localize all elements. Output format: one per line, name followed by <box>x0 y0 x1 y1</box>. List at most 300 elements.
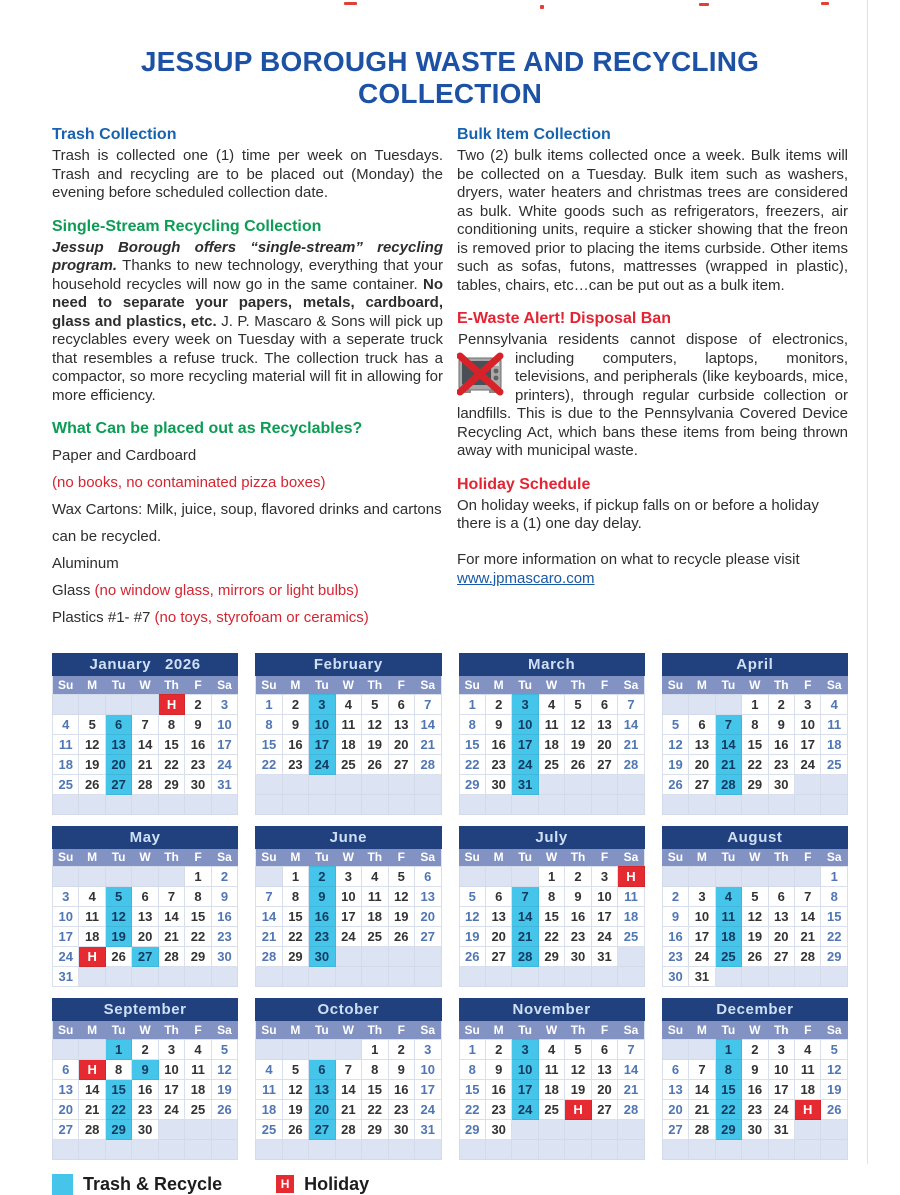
day-cell: 25 <box>538 754 564 774</box>
empty-cell <box>53 867 79 887</box>
collect-day-cell: 7 <box>512 887 538 907</box>
day-cell: 6 <box>768 887 794 907</box>
day-cell: 16 <box>485 1079 511 1099</box>
empty-cell <box>132 1139 158 1159</box>
day-cell: 21 <box>689 1099 715 1119</box>
day-cell: 15 <box>742 734 768 754</box>
day-cell: 29 <box>282 947 308 967</box>
day-cell: 13 <box>591 714 617 734</box>
day-cell: 1 <box>282 867 308 887</box>
calendar-grid-2026 <box>52 653 848 1160</box>
collect-day-cell: 28 <box>715 774 741 794</box>
empty-cell <box>485 867 511 887</box>
day-cell: 17 <box>689 927 715 947</box>
day-cell: 4 <box>79 887 105 907</box>
empty-cell <box>538 1119 564 1139</box>
day-cell: 23 <box>768 754 794 774</box>
day-cell: 26 <box>105 947 131 967</box>
collect-day-cell: 5 <box>105 887 131 907</box>
day-cell: 2 <box>662 887 688 907</box>
calendar-june <box>255 826 441 988</box>
empty-cell <box>591 794 617 814</box>
empty-cell <box>256 1039 282 1059</box>
day-cell: 21 <box>618 1079 645 1099</box>
day-cell: 23 <box>388 1099 414 1119</box>
empty-cell <box>538 967 564 987</box>
day-cell: 13 <box>414 887 441 907</box>
empty-cell <box>132 794 158 814</box>
day-cell: 15 <box>185 907 211 927</box>
collect-day-cell: 9 <box>132 1059 158 1079</box>
empty-cell <box>335 947 361 967</box>
day-cell: 5 <box>282 1059 308 1079</box>
empty-cell <box>256 1139 282 1159</box>
dow-header-w: W <box>335 676 361 694</box>
day-cell: 14 <box>618 1059 645 1079</box>
empty-cell <box>538 774 564 794</box>
day-cell: 5 <box>742 887 768 907</box>
empty-cell <box>662 694 688 714</box>
jpmascaro-link[interactable]: www.jpmascaro.com <box>457 569 595 587</box>
day-cell: 8 <box>158 714 184 734</box>
recyclable-item <box>52 442 443 469</box>
empty-cell <box>821 794 848 814</box>
day-cell: 25 <box>335 754 361 774</box>
calendar-may <box>52 826 238 988</box>
holiday-schedule-body: On holiday weeks, if pickup falls on or before a holiday there is a (1) one day delay. <box>457 496 819 532</box>
empty-cell <box>53 1039 79 1059</box>
day-cell: 24 <box>414 1099 441 1119</box>
day-cell: 17 <box>53 927 79 947</box>
dow-header-su: Su <box>53 676 79 694</box>
day-cell: 20 <box>689 754 715 774</box>
day-cell: 2 <box>742 1039 768 1059</box>
holiday-cell: H <box>795 1099 821 1119</box>
day-cell: 21 <box>158 927 184 947</box>
day-cell: 13 <box>768 907 794 927</box>
calendar-table-january <box>52 676 238 815</box>
collect-day-cell: 21 <box>512 927 538 947</box>
collect-day-cell: 6 <box>105 714 131 734</box>
day-cell: 14 <box>335 1079 361 1099</box>
day-cell: 15 <box>256 734 282 754</box>
empty-cell <box>512 867 538 887</box>
dow-header-sa: Sa <box>618 1021 645 1039</box>
day-cell: 7 <box>689 1059 715 1079</box>
collect-day-cell: 3 <box>512 694 538 714</box>
dow-header-su: Su <box>459 849 485 867</box>
dow-header-m: M <box>485 1021 511 1039</box>
dow-header-th: Th <box>768 1021 794 1039</box>
calendar-title-february: February <box>255 653 441 676</box>
day-cell: 5 <box>565 1039 591 1059</box>
empty-cell <box>211 794 238 814</box>
dow-header-f: F <box>795 676 821 694</box>
day-cell: 18 <box>538 1079 564 1099</box>
empty-cell <box>388 967 414 987</box>
day-cell: 29 <box>362 1119 388 1139</box>
day-cell: 11 <box>795 1059 821 1079</box>
day-cell: 21 <box>79 1099 105 1119</box>
day-cell: 24 <box>768 1099 794 1119</box>
day-cell: 13 <box>388 714 414 734</box>
day-cell: 11 <box>362 887 388 907</box>
day-cell: 22 <box>256 754 282 774</box>
empty-cell <box>79 967 105 987</box>
day-cell: 5 <box>459 887 485 907</box>
day-cell: 31 <box>414 1119 441 1139</box>
empty-cell <box>512 967 538 987</box>
dow-header-f: F <box>185 849 211 867</box>
dow-header-sa: Sa <box>618 676 645 694</box>
day-cell: 31 <box>53 967 79 987</box>
holiday-cell: H <box>618 867 645 887</box>
day-cell: 31 <box>591 947 617 967</box>
day-cell: 28 <box>689 1119 715 1139</box>
empty-cell <box>565 1139 591 1159</box>
day-cell: 19 <box>662 754 688 774</box>
empty-cell <box>256 794 282 814</box>
dow-header-th: Th <box>158 849 184 867</box>
day-cell: 6 <box>132 887 158 907</box>
dow-header-sa: Sa <box>211 1021 238 1039</box>
day-cell: 28 <box>618 754 645 774</box>
day-cell: 16 <box>185 734 211 754</box>
day-cell: 8 <box>185 887 211 907</box>
collect-day-cell: 1 <box>105 1039 131 1059</box>
empty-cell <box>512 1139 538 1159</box>
day-cell: 3 <box>591 867 617 887</box>
empty-cell <box>821 967 848 987</box>
dow-header-tu: Tu <box>309 676 335 694</box>
empty-cell <box>689 1139 715 1159</box>
recyclable-item <box>52 550 443 577</box>
collect-day-cell: 24 <box>512 754 538 774</box>
collect-day-cell: 27 <box>105 774 131 794</box>
left-column <box>52 126 443 631</box>
holiday-cell: H <box>79 947 105 967</box>
dow-header-tu: Tu <box>715 849 741 867</box>
calendar-title-january: January 2026 <box>52 653 238 676</box>
day-cell: 10 <box>158 1059 184 1079</box>
empty-cell <box>485 967 511 987</box>
page-title: JESSUP BOROUGH WASTE AND RECYCLING COLLECTION <box>140 46 760 109</box>
day-cell: 13 <box>485 907 511 927</box>
dow-header-tu: Tu <box>512 849 538 867</box>
day-cell: 10 <box>768 1059 794 1079</box>
day-cell: 5 <box>565 694 591 714</box>
recyclable-name: Paper and Cardboard <box>52 447 197 464</box>
calendar-table-november <box>459 1021 645 1160</box>
dow-header-f: F <box>185 676 211 694</box>
day-cell: 17 <box>414 1079 441 1099</box>
calendar-title-december: December <box>662 998 848 1021</box>
dow-header-f: F <box>388 849 414 867</box>
dow-header-w: W <box>538 676 564 694</box>
day-cell: 14 <box>689 1079 715 1099</box>
day-cell: 29 <box>821 947 848 967</box>
collect-day-cell: 15 <box>715 1079 741 1099</box>
day-cell: 2 <box>565 867 591 887</box>
day-cell: 19 <box>388 907 414 927</box>
legend <box>52 1174 848 1195</box>
recyclable-name: Aluminum <box>52 555 119 572</box>
day-cell: 20 <box>53 1099 79 1119</box>
day-cell: 13 <box>662 1079 688 1099</box>
collect-day-cell: 10 <box>512 1059 538 1079</box>
collect-day-cell: 10 <box>309 714 335 734</box>
empty-cell <box>821 1139 848 1159</box>
ewaste-body <box>457 331 848 461</box>
day-cell: 29 <box>459 1119 485 1139</box>
empty-cell <box>158 794 184 814</box>
dow-header-sa: Sa <box>414 849 441 867</box>
empty-cell <box>742 1139 768 1159</box>
day-cell: 18 <box>362 907 388 927</box>
day-cell: 10 <box>335 887 361 907</box>
trash-recycle-label: Trash & Recycle <box>83 1173 223 1194</box>
day-cell: 18 <box>821 734 848 754</box>
collect-day-cell: 22 <box>715 1099 741 1119</box>
recyclable-name: Wax Cartons: Milk, juice, soup, flavored drinks and cartons can be recycled. <box>52 501 442 545</box>
dow-header-tu: Tu <box>309 849 335 867</box>
day-cell: 29 <box>742 774 768 794</box>
day-cell: 23 <box>185 754 211 774</box>
empty-cell <box>795 1139 821 1159</box>
day-cell: 15 <box>459 1079 485 1099</box>
calendar-title-july: July <box>459 826 645 849</box>
day-cell: 4 <box>335 694 361 714</box>
dow-header-tu: Tu <box>105 676 131 694</box>
day-cell: 22 <box>821 927 848 947</box>
dow-header-sa: Sa <box>414 676 441 694</box>
empty-cell <box>335 1139 361 1159</box>
day-cell: 30 <box>565 947 591 967</box>
day-cell: 1 <box>459 1039 485 1059</box>
recyclable-restriction: (no books, no contaminated pizza boxes) <box>52 474 326 491</box>
day-cell: 9 <box>485 714 511 734</box>
dow-header-w: W <box>335 849 361 867</box>
empty-cell <box>388 794 414 814</box>
dow-header-th: Th <box>768 676 794 694</box>
day-cell: 16 <box>388 1079 414 1099</box>
empty-cell <box>618 774 645 794</box>
bulk-item-body: Two (2) bulk items collected once a week. Bulk items will be collected on a Tuesday. Bulk item such as washers, dryers, water heaters and christmas trees are considered as bulk. White goods such as refrigerators, freezers, air conditioning units, require a sticker showing that the freon is removed prior to placing the items curbside. Other items such as sofas, futons, mattresses (wrapped in plastic), tables, chairs, etc…can be put out as a bulk item. <box>457 147 848 294</box>
recyclable-item <box>52 496 443 550</box>
day-cell: 5 <box>362 694 388 714</box>
day-cell: 20 <box>768 927 794 947</box>
empty-cell <box>79 694 105 714</box>
day-cell: 12 <box>662 734 688 754</box>
trash-recycle-swatch <box>52 1174 73 1195</box>
day-cell: 1 <box>459 694 485 714</box>
dow-header-m: M <box>79 676 105 694</box>
day-cell: 26 <box>282 1119 308 1139</box>
dow-header-f: F <box>795 1021 821 1039</box>
day-cell: 28 <box>414 754 441 774</box>
day-cell: 9 <box>565 887 591 907</box>
empty-cell <box>79 867 105 887</box>
empty-cell <box>742 967 768 987</box>
right-column <box>457 126 848 631</box>
dow-header-tu: Tu <box>105 849 131 867</box>
dow-header-w: W <box>538 849 564 867</box>
day-cell: 14 <box>618 714 645 734</box>
day-cell: 22 <box>362 1099 388 1119</box>
day-cell: 30 <box>485 1119 511 1139</box>
empty-cell <box>309 794 335 814</box>
empty-cell <box>512 1119 538 1139</box>
day-cell: 21 <box>132 754 158 774</box>
day-cell: 2 <box>768 694 794 714</box>
day-cell: 22 <box>538 927 564 947</box>
day-cell: 1 <box>185 867 211 887</box>
dow-header-tu: Tu <box>715 1021 741 1039</box>
dow-header-sa: Sa <box>211 676 238 694</box>
empty-cell <box>795 867 821 887</box>
empty-cell <box>795 794 821 814</box>
day-cell: 23 <box>662 947 688 967</box>
calendar-table-july <box>459 849 645 988</box>
dow-header-m: M <box>79 849 105 867</box>
day-cell: 8 <box>821 887 848 907</box>
day-cell: 22 <box>459 754 485 774</box>
day-cell: 13 <box>689 734 715 754</box>
collect-day-cell: 29 <box>715 1119 741 1139</box>
day-cell: 5 <box>388 867 414 887</box>
calendar-september <box>52 998 238 1160</box>
day-cell: 3 <box>795 694 821 714</box>
day-cell: 30 <box>132 1119 158 1139</box>
empty-cell <box>768 867 794 887</box>
day-cell: 8 <box>105 1059 131 1079</box>
day-cell: 18 <box>538 734 564 754</box>
empty-cell <box>618 794 645 814</box>
empty-cell <box>256 774 282 794</box>
empty-cell <box>662 1039 688 1059</box>
day-cell: 28 <box>158 947 184 967</box>
recyclable-name: Plastics #1- #7 <box>52 609 155 626</box>
empty-cell <box>309 774 335 794</box>
day-cell: 20 <box>132 927 158 947</box>
dow-header-th: Th <box>158 676 184 694</box>
ewaste-heading: E-Waste Alert! Disposal Ban <box>457 310 671 327</box>
day-cell: 25 <box>538 1099 564 1119</box>
calendar-march <box>459 653 645 815</box>
day-cell: 18 <box>795 1079 821 1099</box>
day-cell: 14 <box>414 714 441 734</box>
collect-day-cell: 9 <box>309 887 335 907</box>
day-cell: 30 <box>388 1119 414 1139</box>
day-cell: 30 <box>211 947 238 967</box>
empty-cell <box>414 1139 441 1159</box>
calendar-title-march: March <box>459 653 645 676</box>
recyclable-item <box>52 604 443 631</box>
day-cell: 11 <box>79 907 105 927</box>
day-cell: 11 <box>538 714 564 734</box>
day-cell: 22 <box>185 927 211 947</box>
empty-cell <box>795 967 821 987</box>
dow-header-sa: Sa <box>618 849 645 867</box>
empty-cell <box>565 967 591 987</box>
day-cell: 19 <box>211 1079 238 1099</box>
day-cell: 19 <box>79 754 105 774</box>
day-cell: 2 <box>282 694 308 714</box>
collect-day-cell: 31 <box>512 774 538 794</box>
day-cell: 27 <box>591 1099 617 1119</box>
dow-header-w: W <box>132 849 158 867</box>
day-cell: 12 <box>565 1059 591 1079</box>
empty-cell <box>362 774 388 794</box>
dow-header-w: W <box>538 1021 564 1039</box>
collect-day-cell: 24 <box>309 754 335 774</box>
dow-header-m: M <box>282 849 308 867</box>
day-cell: 4 <box>795 1039 821 1059</box>
holiday-label: Holiday <box>304 1173 370 1194</box>
day-cell: 11 <box>821 714 848 734</box>
day-cell: 26 <box>565 754 591 774</box>
day-cell: 16 <box>485 734 511 754</box>
dow-header-tu: Tu <box>512 1021 538 1039</box>
collect-day-cell: 8 <box>715 1059 741 1079</box>
dow-header-sa: Sa <box>414 1021 441 1039</box>
collect-day-cell: 27 <box>309 1119 335 1139</box>
day-cell: 30 <box>768 774 794 794</box>
day-cell: 9 <box>282 714 308 734</box>
empty-cell <box>79 1039 105 1059</box>
collect-day-cell: 13 <box>309 1079 335 1099</box>
day-cell: 9 <box>211 887 238 907</box>
calendar-title-september: September <box>52 998 238 1021</box>
empty-cell <box>211 1139 238 1159</box>
empty-cell <box>821 1119 848 1139</box>
dow-header-f: F <box>591 849 617 867</box>
empty-cell <box>662 1139 688 1159</box>
day-cell: 9 <box>742 1059 768 1079</box>
empty-cell <box>132 694 158 714</box>
day-cell: 9 <box>485 1059 511 1079</box>
collect-day-cell: 17 <box>512 734 538 754</box>
empty-cell <box>282 774 308 794</box>
day-cell: 10 <box>591 887 617 907</box>
day-cell: 27 <box>388 754 414 774</box>
single-stream-bold: No need to separate your papers, metals, cardboard, glass and plastics, etc. <box>52 275 443 330</box>
day-cell: 24 <box>211 754 238 774</box>
day-cell: 30 <box>742 1119 768 1139</box>
day-cell: 31 <box>211 774 238 794</box>
recyclables-list <box>52 442 443 631</box>
empty-cell <box>768 1139 794 1159</box>
recyclable-restriction: (no toys, styrofoam or ceramics) <box>154 609 369 626</box>
empty-cell <box>618 1119 645 1139</box>
empty-cell <box>132 867 158 887</box>
empty-cell <box>662 794 688 814</box>
day-cell: 12 <box>565 714 591 734</box>
empty-cell <box>715 867 741 887</box>
day-cell: 11 <box>256 1079 282 1099</box>
empty-cell <box>53 1139 79 1159</box>
holiday-swatch: H <box>276 1175 294 1193</box>
day-cell: 30 <box>662 967 688 987</box>
day-cell: 5 <box>79 714 105 734</box>
dow-header-w: W <box>335 1021 361 1039</box>
empty-cell <box>362 967 388 987</box>
day-cell: 27 <box>485 947 511 967</box>
empty-cell <box>795 774 821 794</box>
day-cell: 1 <box>256 694 282 714</box>
recyclable-name: Glass <box>52 582 95 599</box>
dow-header-th: Th <box>158 1021 184 1039</box>
